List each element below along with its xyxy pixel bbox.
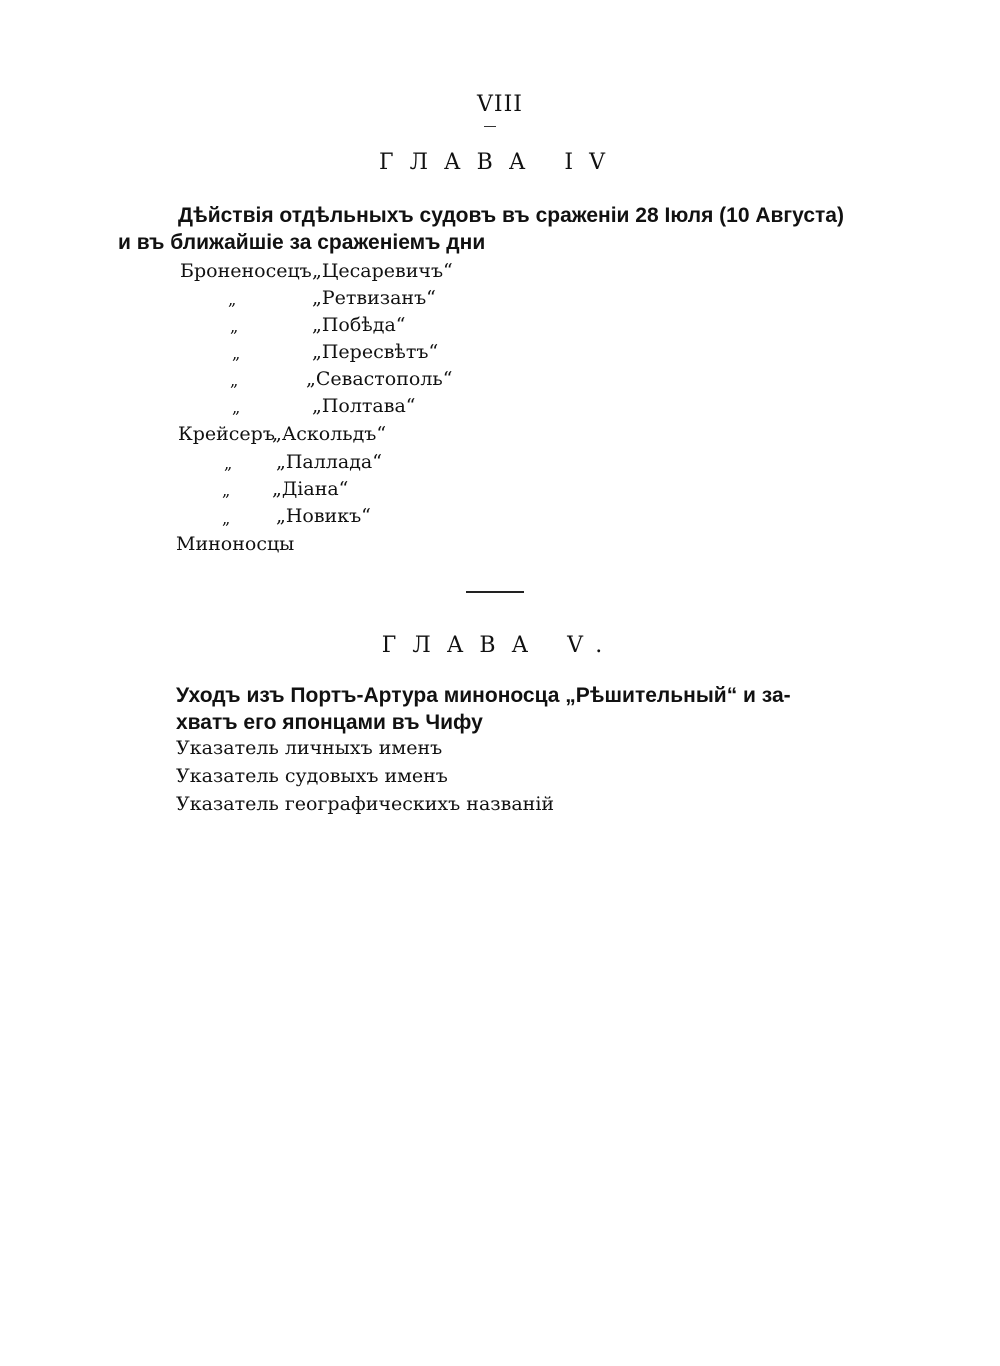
entry-ship-name: „Паллада“ xyxy=(276,451,382,473)
section-divider xyxy=(466,591,524,593)
ditto-mark: „ xyxy=(222,509,231,528)
chapter-4-title-line-2: и въ ближайшіе за сраженіемъ дни xyxy=(118,231,486,254)
ditto-mark: „ xyxy=(230,317,239,336)
index-entry: Указатель судовыхъ именъ xyxy=(176,765,448,787)
page-number-underline xyxy=(484,126,496,127)
chapter-5-heading: ГЛАВА V. xyxy=(381,633,619,658)
entry-ship-name: „Побѣда“ xyxy=(312,314,406,336)
index-entry: Указатель личныхъ именъ xyxy=(176,737,443,759)
page-number: VIII xyxy=(477,92,523,117)
entry-ship-name: „Ретвизанъ“ xyxy=(312,287,436,309)
ditto-mark: „ xyxy=(230,371,239,390)
chapter-4-heading: ГЛАВА IV xyxy=(379,150,621,175)
index-entry: Указатель географическихъ названій xyxy=(176,793,555,815)
chapter-4-title-line-1: Дѣйствія отдѣльныхъ судовъ въ сраженіи 28 Іюля (10 Августа) xyxy=(178,204,844,227)
ditto-mark: „ xyxy=(222,481,231,500)
entry-ship-name: „Цесаревичъ“ xyxy=(312,260,453,282)
entry-ship-name: „Новикъ“ xyxy=(276,505,371,527)
entry-ship-name: „Пересвѣтъ“ xyxy=(312,341,439,363)
ditto-mark: „ xyxy=(232,344,241,363)
chapter-5-title-line-1: Уходъ изъ Портъ-Артура миноносца „Рѣшительный“ и за- xyxy=(176,684,791,707)
chapter-5-title-line-2: хватъ его японцами въ Чифу xyxy=(176,711,483,734)
ditto-mark: „ xyxy=(228,290,237,309)
entry-prefix: Броненосецъ xyxy=(180,260,312,282)
entry-ship-name: „Діана“ xyxy=(272,478,349,500)
entry-ship-name: „Аскольдъ“ xyxy=(272,423,387,445)
entry-prefix: Крейсеръ xyxy=(178,423,275,445)
ditto-mark: „ xyxy=(224,454,233,473)
entry-ship-name: „Полтава“ xyxy=(312,395,416,417)
ditto-mark: „ xyxy=(232,398,241,417)
entry-ship-name: „Севастополь“ xyxy=(306,368,453,390)
entry-prefix: Миноносцы xyxy=(176,533,295,555)
